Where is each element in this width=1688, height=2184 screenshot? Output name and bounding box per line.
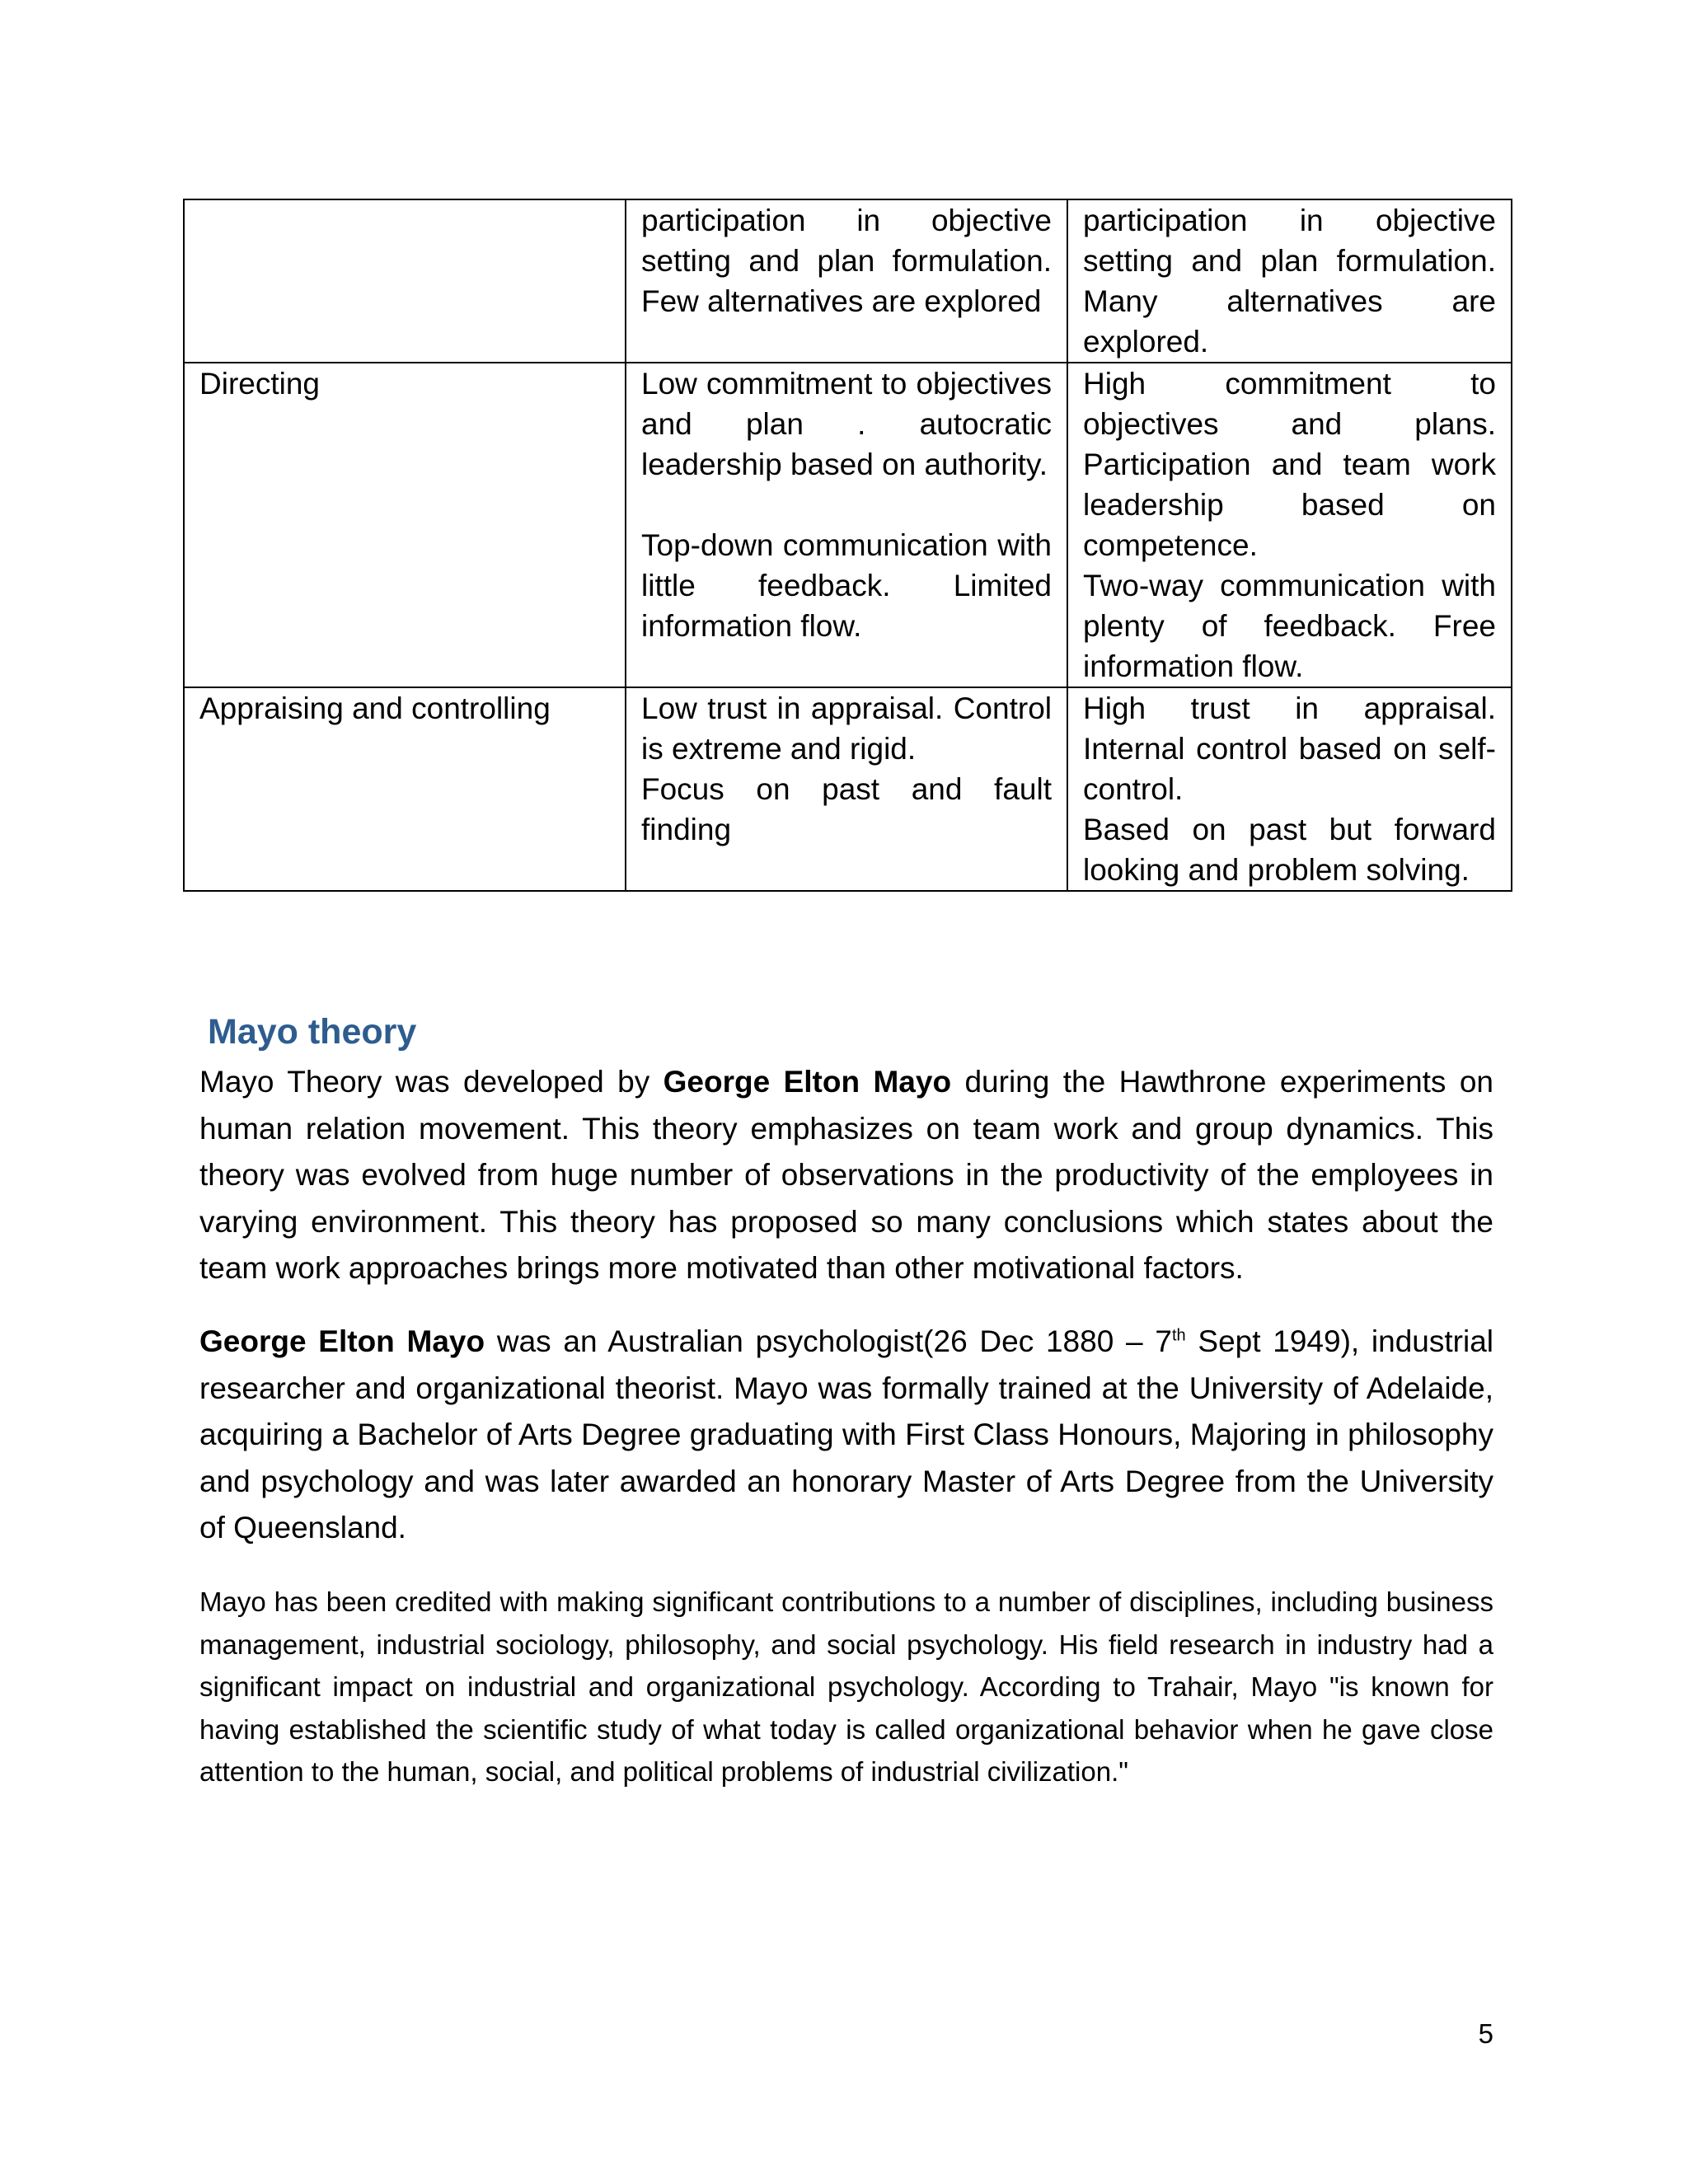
table-cell	[626, 199, 1067, 363]
table-cell	[1067, 687, 1512, 891]
row-label-cell	[184, 363, 626, 687]
paragraph-biography	[199, 1319, 1493, 1552]
p2-text-end: Sept 1949), industrial researcher and organizational theorist. Mayo was formally trained at the University of Adelaide, acquiring a Bachelor of Arts Degree graduating with First Class Honours, Majoring in philosophy and psychology and was later awarded an honorary Master of Arts Degree from the University of Queensland.	[199, 1324, 1494, 1544]
cell-text: Focus on past and fault finding	[641, 772, 1052, 846]
cell-text: participation in objective setting and plan formulation. Many alternatives are explored.	[1083, 204, 1496, 359]
table-row	[184, 687, 1512, 891]
cell-text: participation in objective setting and plan formulation. Few alternatives are explored	[641, 204, 1052, 318]
table-cell	[626, 363, 1067, 687]
table-row	[184, 363, 1512, 687]
cell-text: High commitment to objectives and plans. Participation and team work leadership based on competence.	[1083, 367, 1496, 562]
row-label-cell	[184, 687, 626, 891]
table-cell	[1067, 363, 1512, 687]
page-number: 5	[1478, 2018, 1493, 2049]
cell-text: Low commitment to objectives and plan . autocratic leadership based on authority.	[641, 367, 1052, 481]
p1-bold-name: George Elton Mayo	[663, 1065, 952, 1099]
paragraph-contributions: Mayo has been credited with making significant contributions to a number of disciplines, including business management, industrial sociology, philosophy, and social psychology. His field research in industry had a significant impact on industrial and organizational psychology. According to Trahair, Mayo "is known for having established the scientific study of what today is called organizational behavior when he gave close attention to the human, social, and political problems of industrial civilization."	[199, 1586, 1493, 1787]
table-row	[184, 199, 1512, 363]
section-heading: Mayo theory	[208, 1012, 417, 1052]
management-comparison-table	[183, 199, 1512, 892]
cell-text: Low trust in appraisal. Control is extreme and rigid.	[641, 691, 1052, 766]
row-label-cell	[184, 199, 626, 363]
cell-text: Top-down communication with little feedback. Limited information flow.	[641, 528, 1052, 643]
table-cell	[1067, 199, 1512, 363]
paragraph-intro	[199, 1059, 1493, 1292]
p2-superscript: th	[1171, 1326, 1186, 1345]
p2-text-start: was an Australian psychologist(26 Dec 1880 – 7	[485, 1324, 1172, 1358]
p1-text-end: during the Hawthrone experiments on human relation movement. This theory emphasizes on team work and group dynamics. This theory was evolved from huge number of observations in the productivity of the employees in varying environment. This theory has proposed so many conclusions which states about the team work approaches brings more motivated than other motivational factors.	[199, 1065, 1493, 1285]
cell-text: Two-way communication with plenty of feedback. Free information flow.	[1083, 569, 1496, 683]
table-cell	[626, 687, 1067, 891]
row-label: Appraising and controlling	[199, 691, 551, 725]
cell-text: High trust in appraisal. Internal control based on self-control.	[1083, 691, 1496, 806]
row-label: Directing	[199, 367, 320, 401]
cell-text: Based on past but forward looking and problem solving.	[1083, 813, 1496, 887]
p1-text-start: Mayo Theory was developed by	[199, 1065, 663, 1099]
p2-bold-name: George Elton Mayo	[199, 1324, 485, 1358]
